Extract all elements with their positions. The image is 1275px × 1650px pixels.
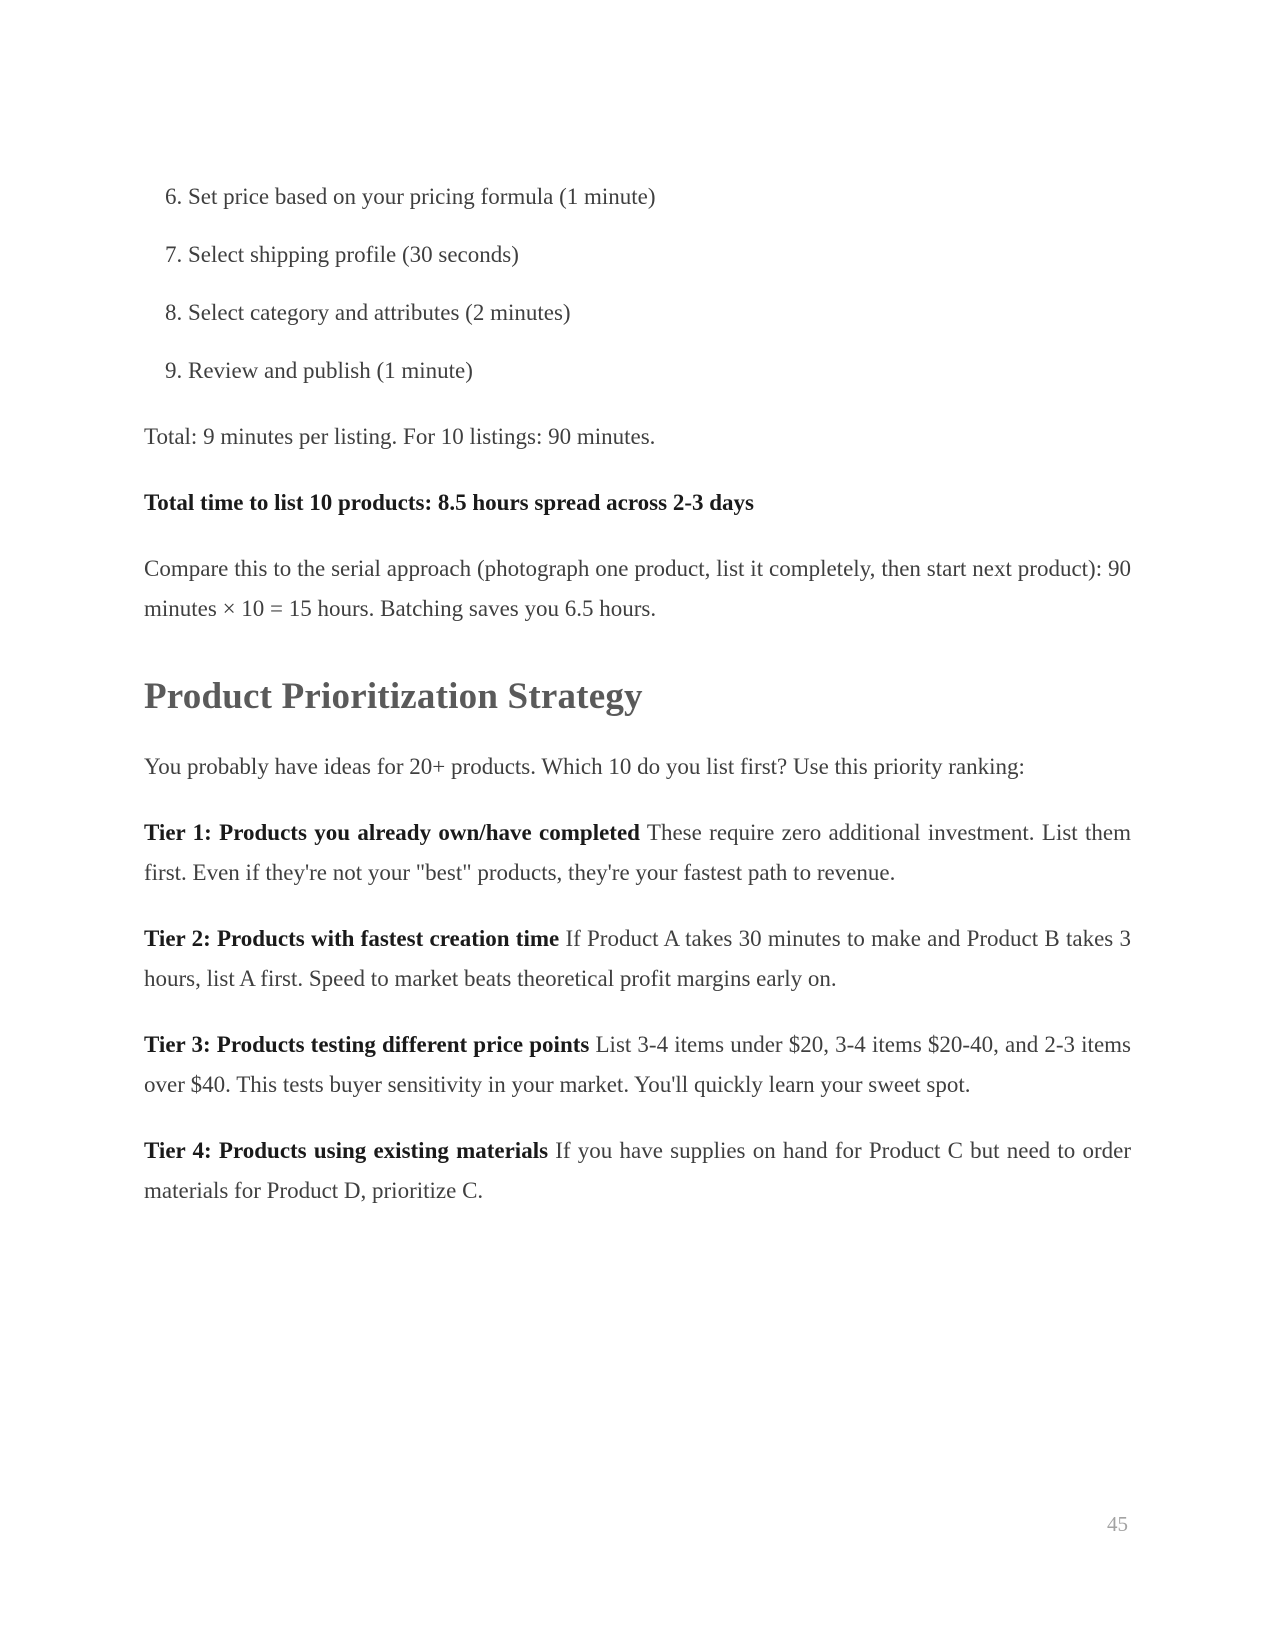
tier-1-paragraph bbox=[144, 813, 1131, 893]
paragraph-intro: You probably have ideas for 20+ products. Which 10 do you list first? Use this priority ranking: bbox=[144, 754, 1025, 779]
list-item-6: 6. Set price based on your pricing formula (1 minute) bbox=[165, 184, 656, 209]
tier-4-label: Tier 4: Products using existing materials bbox=[144, 1138, 549, 1163]
tier-1-label: Tier 1: Products you already own/have completed bbox=[144, 820, 640, 845]
tier-3-label: Tier 3: Products testing different price points bbox=[144, 1032, 590, 1057]
section-heading: Product Prioritization Strategy bbox=[144, 676, 643, 717]
list-item-8: 8. Select category and attributes (2 minutes) bbox=[165, 300, 571, 325]
paragraph-compare: Compare this to the serial approach (photograph one product, list it completely, then start next product): 90 minutes × 10 = 15 hours. Batching saves you 6.5 hours. bbox=[144, 556, 1131, 621]
numbered-step-list bbox=[144, 177, 1131, 391]
tier-2-label: Tier 2: Products with fastest creation time bbox=[144, 926, 560, 951]
list-item-7: 7. Select shipping profile (30 seconds) bbox=[165, 242, 519, 267]
paragraph-total: Total: 9 minutes per listing. For 10 listings: 90 minutes. bbox=[144, 424, 656, 449]
subheading-total-time: Total time to list 10 products: 8.5 hours spread across 2-3 days bbox=[144, 490, 754, 515]
tier-2-paragraph bbox=[144, 919, 1131, 999]
tier-4-paragraph bbox=[144, 1131, 1131, 1211]
tier-2-text: If Product A takes 30 minutes to make and Product B takes 3 hours, list A first. Speed to market beats theoretical profit margins early on. bbox=[144, 926, 1131, 991]
page-content bbox=[144, 177, 1131, 1237]
list-item-9: 9. Review and publish (1 minute) bbox=[165, 358, 473, 383]
tier-1-text: These require zero additional investment. List them first. Even if they're not your "best" products, they're your fastest path to revenue. bbox=[144, 820, 1132, 885]
tier-3-text: List 3-4 items under $20, 3-4 items $20-40, and 2-3 items over $40. This tests buyer sensitivity in your market. You'll quickly learn your sweet spot. bbox=[144, 1032, 1131, 1097]
tier-4-text: If you have supplies on hand for Product C but need to order materials for Product D, prioritize C. bbox=[144, 1138, 1132, 1203]
page-number: 45 bbox=[1107, 1512, 1128, 1536]
tier-3-paragraph bbox=[144, 1025, 1131, 1105]
